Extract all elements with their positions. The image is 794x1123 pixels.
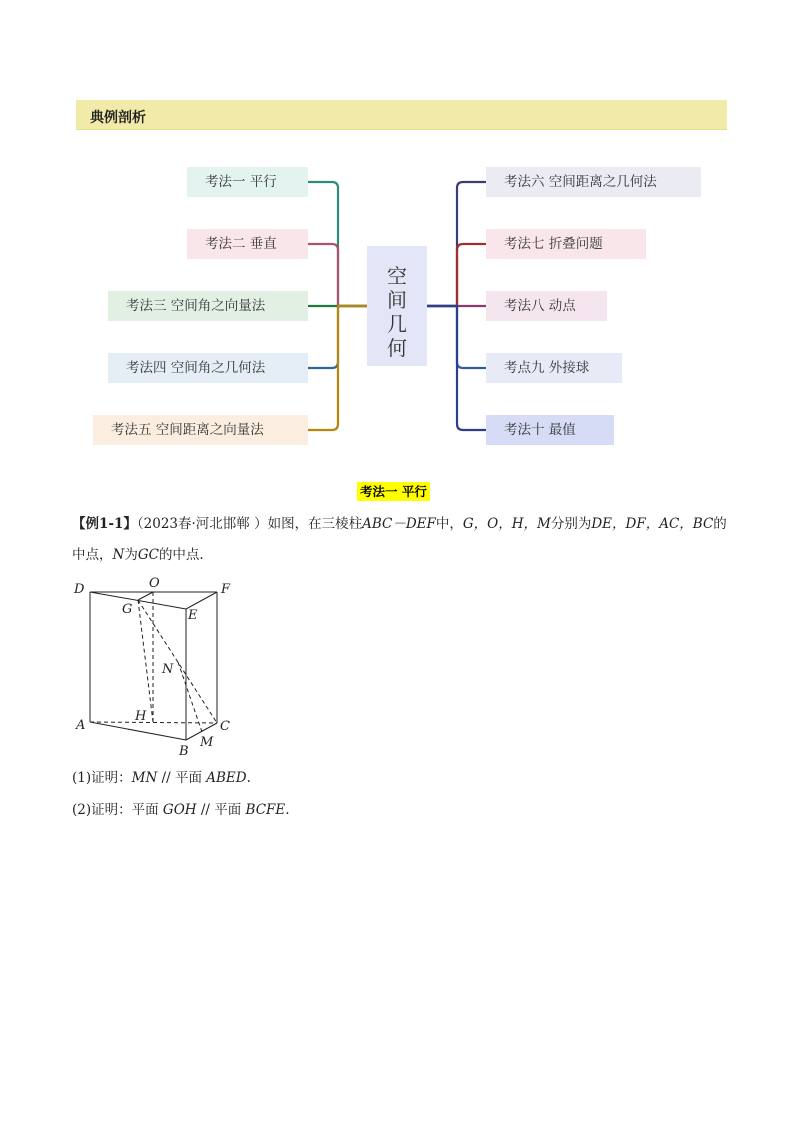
- q2-end: .: [285, 802, 290, 818]
- example-text: 分别为: [550, 516, 592, 532]
- segment-go: [138, 592, 153, 600]
- prism-figure: [70, 572, 250, 762]
- q1-end: .: [246, 770, 251, 786]
- edge-ac-hidden: [90, 722, 217, 723]
- label-b: B: [179, 744, 189, 759]
- section-header-title: 典例剖析: [90, 110, 146, 126]
- branch-left-2-label: 考法二 垂直: [205, 236, 277, 252]
- mindmap-connectors: [0, 0, 794, 470]
- example-text: 如图，在三棱柱: [267, 516, 363, 532]
- segment-gc: GC: [137, 547, 159, 563]
- section-title-method-1: 考法一 平行: [357, 482, 430, 501]
- edge-ab: [90, 722, 186, 740]
- q1-text: // 平面: [157, 770, 207, 786]
- segment-gh-dashed: [138, 600, 153, 722]
- branch-right-3: [486, 291, 607, 321]
- segment-nm-dashed: [178, 662, 202, 732]
- branch-left-3-label: 考法三 空间角之向量法: [126, 298, 266, 314]
- example-text: 的中点.: [158, 547, 204, 563]
- example-tag: 【例1-1】: [72, 516, 137, 532]
- label-c: C: [220, 719, 230, 734]
- branch-right-3-label: 考法八 动点: [504, 298, 576, 314]
- connector-right-2: [427, 244, 486, 306]
- label-o: O: [149, 576, 160, 591]
- mindmap-center-node: [367, 246, 427, 366]
- example-line-1: [72, 514, 727, 534]
- center-char-4: 何: [387, 336, 407, 360]
- label-h: H: [135, 709, 147, 724]
- branch-left-3: [108, 291, 308, 321]
- connector-left-2: [308, 244, 367, 306]
- segment-gc-dashed: [138, 600, 217, 723]
- branch-left-4: [108, 353, 308, 383]
- branch-right-1: [486, 167, 701, 197]
- example-line-2: [72, 545, 204, 565]
- label-a: A: [76, 718, 86, 733]
- point-n: N: [112, 547, 125, 563]
- q2-plane: BCFE: [245, 802, 286, 818]
- point-names: G，O，H，M: [462, 516, 551, 532]
- branch-right-1-label: 考法六 空间距离之几何法: [504, 174, 657, 190]
- branch-left-5: [93, 415, 308, 445]
- branch-right-2: [486, 229, 646, 259]
- branch-right-4-label: 考点九 外接球: [504, 360, 590, 376]
- q2-plane-goh: GOH: [162, 802, 197, 818]
- example-text: 中点，: [72, 547, 113, 563]
- q1-plane: ABED: [206, 770, 247, 786]
- label-g: G: [122, 602, 133, 617]
- label-n: N: [162, 662, 174, 677]
- branch-right-2-label: 考法七 折叠问题: [504, 236, 603, 252]
- label-f: F: [221, 582, 231, 597]
- center-char-2: 间: [387, 288, 407, 312]
- q1-segment: MN: [131, 770, 158, 786]
- branch-right-5-label: 考法十 最值: [504, 422, 576, 438]
- label-d: D: [74, 582, 85, 597]
- example-source: （2023春·河北邯郸 ）: [136, 516, 268, 532]
- edge-ef: [186, 592, 217, 609]
- question-1: [72, 768, 251, 788]
- branch-left-1: [187, 167, 308, 197]
- q2-prefix: (2)证明：平面: [72, 802, 163, 818]
- q1-prefix: (1)证明：: [72, 770, 132, 786]
- example-text: 中，: [435, 516, 463, 532]
- branch-left-2: [187, 229, 308, 259]
- example-text: 的: [713, 516, 727, 532]
- branch-right-4: [486, 353, 622, 383]
- label-e: E: [188, 608, 198, 623]
- edge-names: DE，DF，AC，BC: [591, 516, 714, 532]
- branch-left-4-label: 考法四 空间角之几何法: [126, 360, 266, 376]
- prism-name: ABC－DEF: [362, 516, 436, 532]
- example-text: 为: [124, 547, 138, 563]
- q2-text: // 平面: [196, 802, 246, 818]
- branch-right-5: [486, 415, 614, 445]
- center-char-3: 几: [387, 312, 407, 336]
- branch-left-1-label: 考法一 平行: [205, 174, 277, 190]
- branch-left-5-label: 考法五 空间距离之向量法: [111, 422, 264, 438]
- center-char-1: 空: [387, 264, 407, 288]
- label-m: M: [200, 735, 214, 750]
- question-2: [72, 800, 290, 820]
